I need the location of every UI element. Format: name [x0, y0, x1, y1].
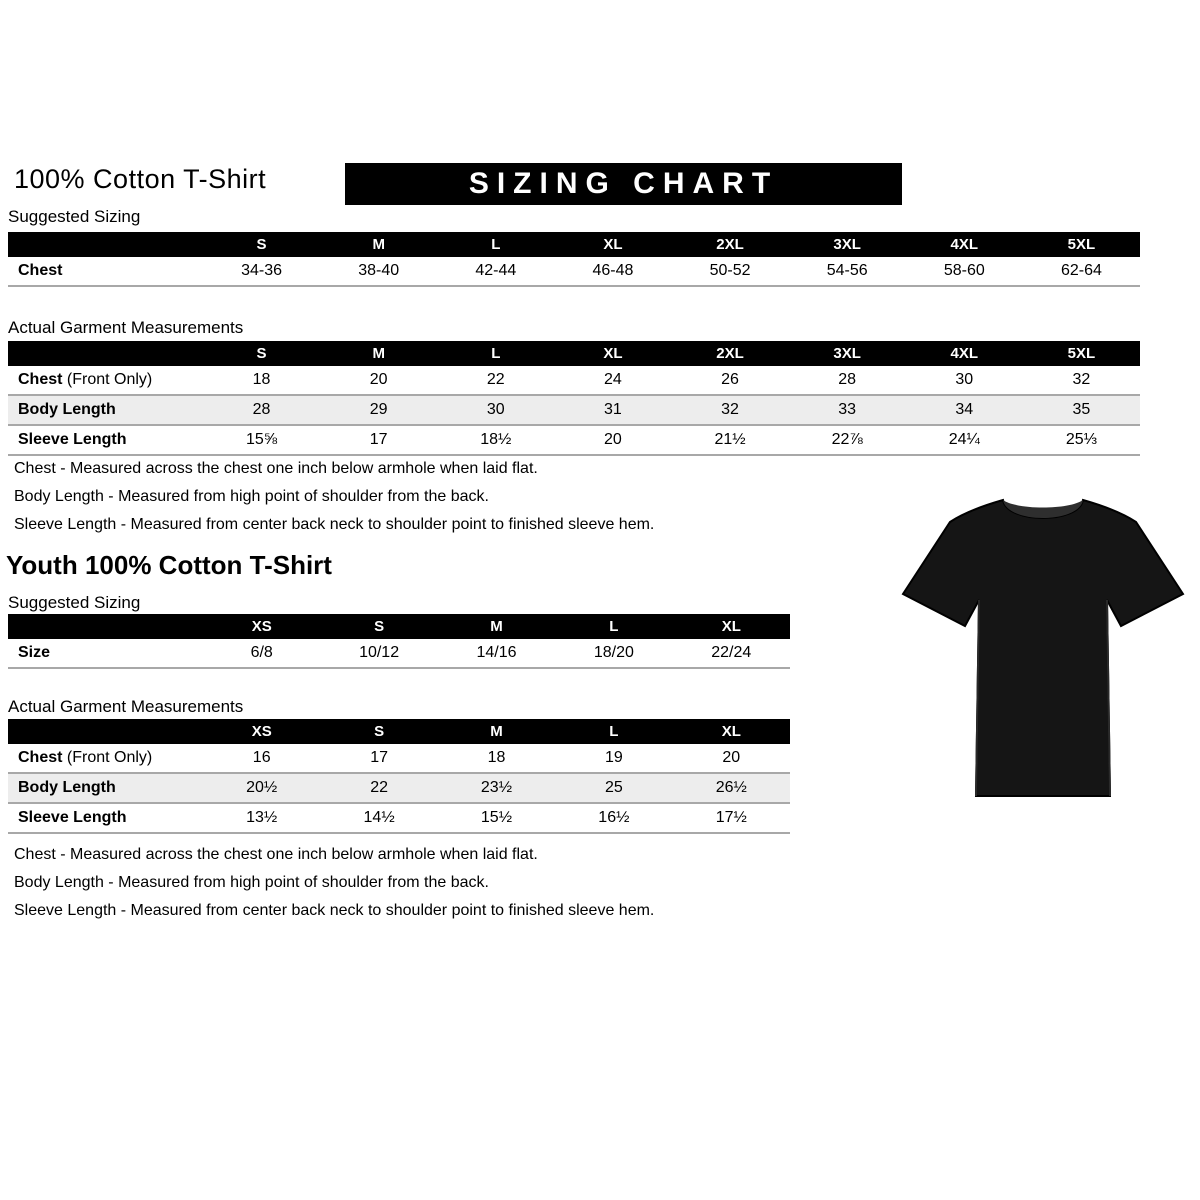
- cell-value: 18: [203, 366, 320, 395]
- youth-actual-measurements-label: Actual Garment Measurements: [8, 697, 244, 716]
- cell-value: 28: [789, 366, 906, 395]
- cell-value: 24¼: [906, 425, 1023, 455]
- cell-value: 42-44: [437, 257, 554, 286]
- size-column-header: S: [203, 232, 320, 257]
- size-table-corner: [8, 232, 203, 257]
- youth-suggested-sizing-label: Suggested Sizing: [8, 593, 141, 612]
- size-column-header: S: [320, 614, 437, 639]
- row-label: Chest (Front Only): [8, 744, 203, 773]
- cell-value: 34: [906, 395, 1023, 425]
- table-row: [8, 803, 790, 833]
- size-table-corner: [8, 719, 203, 744]
- size-column-header: L: [555, 719, 672, 744]
- size-column-header: S: [320, 719, 437, 744]
- size-column-header: 5XL: [1023, 341, 1140, 366]
- cell-value: 13½: [203, 803, 320, 833]
- size-column-header: XL: [673, 614, 790, 639]
- cell-value: 16: [203, 744, 320, 773]
- cell-value: 15⅝: [203, 425, 320, 455]
- size-column-header: XL: [673, 719, 790, 744]
- cell-value: 17: [320, 425, 437, 455]
- cell-value: 34-36: [203, 257, 320, 286]
- size-table-corner: [8, 341, 203, 366]
- sizing-chart-banner: SIZING CHART: [345, 163, 902, 205]
- cell-value: 17½: [673, 803, 790, 833]
- size-column-header: S: [203, 341, 320, 366]
- youth-actual-measurements-table: [8, 719, 790, 834]
- cell-value: 35: [1023, 395, 1140, 425]
- cell-value: 21½: [672, 425, 789, 455]
- size-column-header: 4XL: [906, 341, 1023, 366]
- cell-value: 58-60: [906, 257, 1023, 286]
- table-row: [8, 773, 790, 803]
- cell-value: 50-52: [672, 257, 789, 286]
- size-table-header-row: [8, 719, 790, 744]
- cell-value: 6/8: [203, 639, 320, 668]
- size-column-header: 3XL: [789, 232, 906, 257]
- cell-value: 28: [203, 395, 320, 425]
- cell-value: 46-48: [554, 257, 671, 286]
- size-column-header: XL: [554, 341, 671, 366]
- size-column-header: L: [437, 341, 554, 366]
- cell-value: 20: [554, 425, 671, 455]
- cell-value: 30: [906, 366, 1023, 395]
- cell-value: 30: [437, 395, 554, 425]
- note-body-length: Body Length - Measured from high point of shoulder from the back.: [14, 488, 489, 505]
- cell-value: 18: [438, 744, 555, 773]
- cell-value: 22: [437, 366, 554, 395]
- cell-value: 26: [672, 366, 789, 395]
- cell-value: 31: [554, 395, 671, 425]
- cell-value: 18½: [437, 425, 554, 455]
- note-sleeve-length: Sleeve Length - Measured from center back neck to shoulder point to finished sleeve hem.: [14, 902, 655, 919]
- cell-value: 20: [673, 744, 790, 773]
- cell-value: 22: [320, 773, 437, 803]
- adult-actual-measurements-label: Actual Garment Measurements: [8, 318, 244, 337]
- size-column-header: M: [320, 232, 437, 257]
- adult-measurement-notes: [14, 460, 654, 544]
- size-column-header: M: [438, 719, 555, 744]
- adult-suggested-sizing-table: [8, 232, 1140, 287]
- cell-value: 23½: [438, 773, 555, 803]
- cell-value: 14/16: [438, 639, 555, 668]
- adult-actual-measurements-table: [8, 341, 1140, 456]
- size-column-header: 2XL: [672, 232, 789, 257]
- youth-page-title: Youth 100% Cotton T-Shirt: [6, 550, 332, 580]
- row-label: Body Length: [8, 773, 203, 803]
- cell-value: 26½: [673, 773, 790, 803]
- cell-value: 25⅓: [1023, 425, 1140, 455]
- table-row: [8, 257, 1140, 286]
- youth-suggested-sizing-table: [8, 614, 790, 669]
- note-body-length: Body Length - Measured from high point of shoulder from the back.: [14, 874, 489, 891]
- table-row: [8, 744, 790, 773]
- cell-value: 33: [789, 395, 906, 425]
- size-column-header: L: [437, 232, 554, 257]
- youth-measurement-notes: [14, 846, 654, 930]
- table-row: [8, 639, 790, 668]
- size-table-header-row: [8, 341, 1140, 366]
- cell-value: 24: [554, 366, 671, 395]
- note-chest: Chest - Measured across the chest one inch below armhole when laid flat.: [14, 460, 538, 477]
- size-column-header: XS: [203, 614, 320, 639]
- size-column-header: L: [555, 614, 672, 639]
- cell-value: 20½: [203, 773, 320, 803]
- cell-value: 10/12: [320, 639, 437, 668]
- size-column-header: M: [438, 614, 555, 639]
- size-column-header: M: [320, 341, 437, 366]
- row-label: Sleeve Length: [8, 425, 203, 455]
- adult-suggested-sizing-label: Suggested Sizing: [8, 207, 141, 226]
- cell-value: 29: [320, 395, 437, 425]
- cell-value: 18/20: [555, 639, 672, 668]
- cell-value: 14½: [320, 803, 437, 833]
- cell-value: 22⅞: [789, 425, 906, 455]
- cell-value: 32: [672, 395, 789, 425]
- page-title: 100% Cotton T-Shirt: [14, 164, 267, 194]
- cell-value: 54-56: [789, 257, 906, 286]
- cell-value: 20: [320, 366, 437, 395]
- row-label: Chest: [8, 257, 203, 286]
- cell-value: 22/24: [673, 639, 790, 668]
- size-column-header: 2XL: [672, 341, 789, 366]
- note-sleeve-length: Sleeve Length - Measured from center back neck to shoulder point to finished sleeve hem.: [14, 516, 655, 533]
- size-column-header: 3XL: [789, 341, 906, 366]
- table-row: [8, 395, 1140, 425]
- cell-value: 19: [555, 744, 672, 773]
- tshirt-illustration: [893, 476, 1193, 821]
- size-table-corner: [8, 614, 203, 639]
- row-label: Body Length: [8, 395, 203, 425]
- table-row: [8, 425, 1140, 455]
- size-table-header-row: [8, 232, 1140, 257]
- row-label: Sleeve Length: [8, 803, 203, 833]
- size-column-header: 4XL: [906, 232, 1023, 257]
- row-label: Chest (Front Only): [8, 366, 203, 395]
- size-column-header: XL: [554, 232, 671, 257]
- row-label: Size: [8, 639, 203, 668]
- cell-value: 38-40: [320, 257, 437, 286]
- size-table-header-row: [8, 614, 790, 639]
- cell-value: 15½: [438, 803, 555, 833]
- cell-value: 25: [555, 773, 672, 803]
- size-column-header: XS: [203, 719, 320, 744]
- size-column-header: 5XL: [1023, 232, 1140, 257]
- tshirt-image: [893, 476, 1193, 821]
- table-row: [8, 366, 1140, 395]
- cell-value: 17: [320, 744, 437, 773]
- note-chest: Chest - Measured across the chest one inch below armhole when laid flat.: [14, 846, 538, 863]
- cell-value: 62-64: [1023, 257, 1140, 286]
- cell-value: 32: [1023, 366, 1140, 395]
- cell-value: 16½: [555, 803, 672, 833]
